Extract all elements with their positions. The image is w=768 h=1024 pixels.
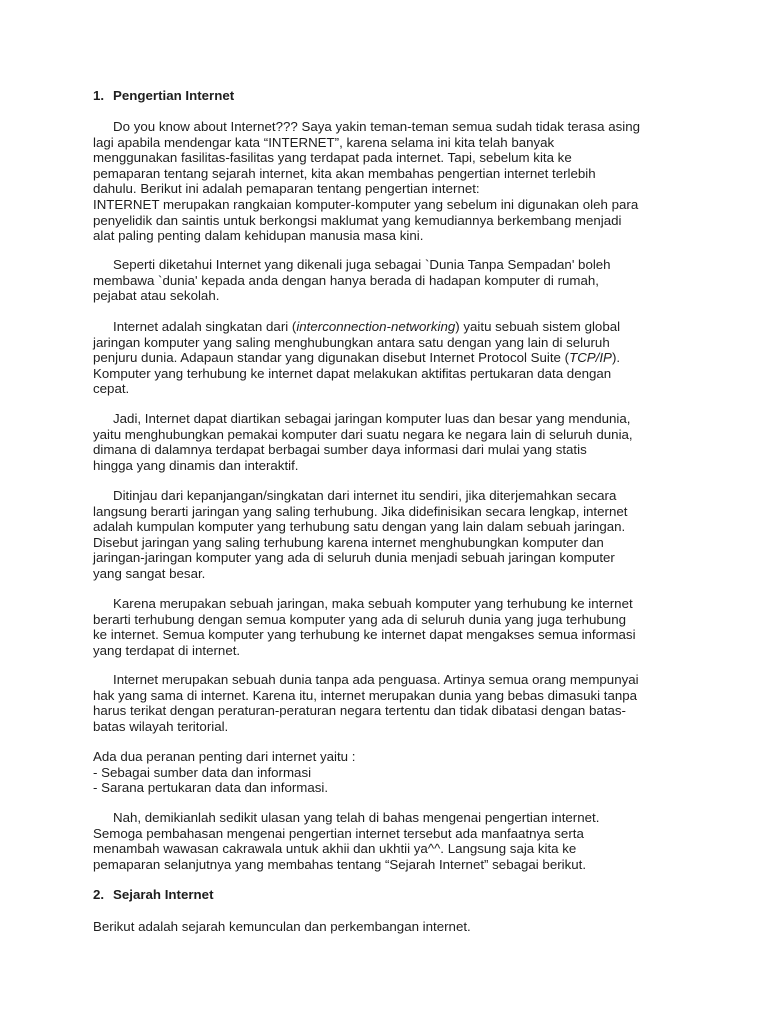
- paragraph-6: [93, 596, 693, 658]
- paragraph-line: Jadi, Internet dapat diartikan sebagai jaringan komputer luas dan besar yang mendunia,: [113, 411, 631, 426]
- paragraph-line: alat paling penting dalam kehidupan manusia masa kini.: [93, 228, 424, 244]
- section-2-number: 2.: [93, 887, 105, 902]
- paragraph-line: Ditinjau dari kepanjangan/singkatan dari internet itu sendiri, jika diterjemahkan secara: [113, 488, 617, 503]
- paragraph-line: Komputer yang terhubung ke internet dapat melakukan aktifitas pertukaran data dengan: [93, 365, 612, 381]
- paragraph-line: cepat.: [93, 381, 130, 397]
- paragraph-line: menggunakan fasilitas-fasilitas yang terdapat pada internet. Tapi, sebelum kita ke: [93, 150, 572, 166]
- paragraph-line: dahulu. Berikut ini adalah pemaparan tentang pengertian internet:: [93, 181, 480, 197]
- paragraph-line: dimana di dalamnya terdapat berbagai sumber daya informasi dari mulai yang statis: [93, 442, 587, 458]
- paragraph-line: Disebut jaringan yang saling terhubung karena internet menghubungkan komputer dan: [93, 534, 604, 550]
- section-1-title: Pengertian Internet: [113, 88, 235, 103]
- paragraph-8: [93, 749, 693, 796]
- paragraph-line: menambah wawasan cakrawala untuk akhii dan ukhtii ya^^. Langsung saja kita ke: [93, 841, 577, 857]
- section-1-heading: [93, 88, 693, 104]
- paragraph-line: yang sangat besar.: [93, 565, 206, 581]
- paragraph-line: pejabat atau sekolah.: [93, 288, 220, 304]
- paragraph-line: hingga yang dinamis dan interaktif.: [93, 457, 299, 473]
- paragraph-line: Seperti diketahui Internet yang dikenali juga sebagai `Dunia Tanpa Sempadan' boleh: [113, 257, 611, 272]
- paragraph-9: [93, 810, 693, 872]
- text-run: ).: [611, 350, 621, 366]
- paragraph-7: [93, 672, 693, 734]
- paragraph-line: batas wilayah teritorial.: [93, 718, 229, 734]
- paragraph-line: Karena merupakan sebuah jaringan, maka sebuah komputer yang terhubung ke internet: [113, 596, 633, 611]
- paragraph-5: [93, 488, 693, 582]
- paragraph-line: lagi apabila mendengar kata “INTERNET”, karena selama ini kita telah banyak: [93, 134, 555, 150]
- paragraph-line: Nah, demikianlah sedikit ulasan yang telah di bahas mengenai pengertian internet.: [113, 810, 600, 825]
- paragraph-line: yang terdapat di internet.: [93, 642, 241, 658]
- paragraph-4: [93, 411, 693, 473]
- paragraph-line: [93, 350, 693, 366]
- paragraph-3: [93, 319, 693, 397]
- paragraph-line: [93, 319, 693, 335]
- paragraph-line: INTERNET merupakan rangkaian komputer-komputer yang sebelum ini digunakan oleh para: [93, 196, 639, 212]
- paragraph-line: berarti terhubung dengan semua komputer yang ada di seluruh dunia yang juga terhubung: [93, 611, 626, 627]
- paragraph-2: [93, 257, 693, 304]
- italic-term: TCP/IP: [569, 350, 612, 366]
- text-run: penjuru dunia. Adapaun standar yang digunakan disebut Internet Protocol Suite (: [93, 350, 570, 366]
- text-run: Internet adalah singkatan dari (: [113, 319, 297, 334]
- paragraph-line: Do you know about Internet??? Saya yakin teman-teman semua sudah tidak terasa asing: [113, 119, 641, 134]
- text-run: ) yaitu sebuah sistem global: [455, 319, 621, 334]
- paragraph-line: yaitu menghubungkan pemakai komputer dari suatu negara ke negara lain di seluruh dunia,: [93, 426, 633, 442]
- paragraph-line: harus terikat dengan peraturan-peraturan negara tertentu dan tidak dibatasi dengan batas-: [93, 703, 626, 719]
- paragraph-1: [93, 119, 693, 244]
- paragraph-line: jaringan komputer yang saling menghubungkan antara satu dengan yang lain di seluruh: [93, 334, 610, 350]
- italic-term: interconnection-networking: [296, 319, 456, 334]
- section-2-title: Sejarah Internet: [113, 887, 214, 902]
- section-2-heading: [93, 887, 693, 903]
- paragraph-line: jaringan-jaringan komputer yang ada di seluruh dunia menjadi sebuah jaringan komputer: [93, 550, 615, 566]
- list-item: - Sarana pertukaran data dan informasi.: [93, 780, 329, 796]
- section-1-number: 1.: [93, 88, 105, 103]
- paragraph-line: adalah kumpulan komputer yang terhubung satu dengan yang lain dalam sebuah jaringan.: [93, 519, 626, 535]
- paragraph-line: membawa `dunia' kepada anda dengan hanya berada di hadapan komputer di rumah,: [93, 272, 599, 288]
- paragraph-line: ke internet. Semua komputer yang terhubung ke internet dapat mengakses semua informasi: [93, 627, 636, 643]
- paragraph-line: hak yang sama di internet. Karena itu, internet merupakan dunia yang bebas dimasuki tanpa: [93, 687, 638, 703]
- paragraph-line: pemaparan selanjutnya yang membahas tentang “Sejarah Internet” sebagai berikut.: [93, 856, 587, 872]
- paragraph-line: pemaparan tentang sejarah internet, kita akan membahas pengertian internet terlebih: [93, 165, 596, 181]
- section-2-intro: [93, 919, 693, 935]
- paragraph-line: Internet merupakan sebuah dunia tanpa ada penguasa. Artinya semua orang mempunyai: [113, 672, 639, 687]
- paragraph-line: penyelidik dan saintis untuk berkongsi maklumat yang kemudiannya berkembang menjadi: [93, 212, 622, 228]
- paragraph-line: langsung berarti jaringan yang saling terhubung. Jika didefinisikan secara lengkap, internet: [93, 503, 628, 519]
- paragraph-line: Berikut adalah sejarah kemunculan dan perkembangan internet.: [93, 919, 471, 934]
- paragraph-line: Ada dua peranan penting dari internet yaitu :: [93, 749, 356, 764]
- list-item: - Sebagai sumber data dan informasi: [93, 764, 312, 780]
- paragraph-line: Semoga pembahasan mengenai pengertian internet tersebut ada manfaatnya serta: [93, 825, 584, 841]
